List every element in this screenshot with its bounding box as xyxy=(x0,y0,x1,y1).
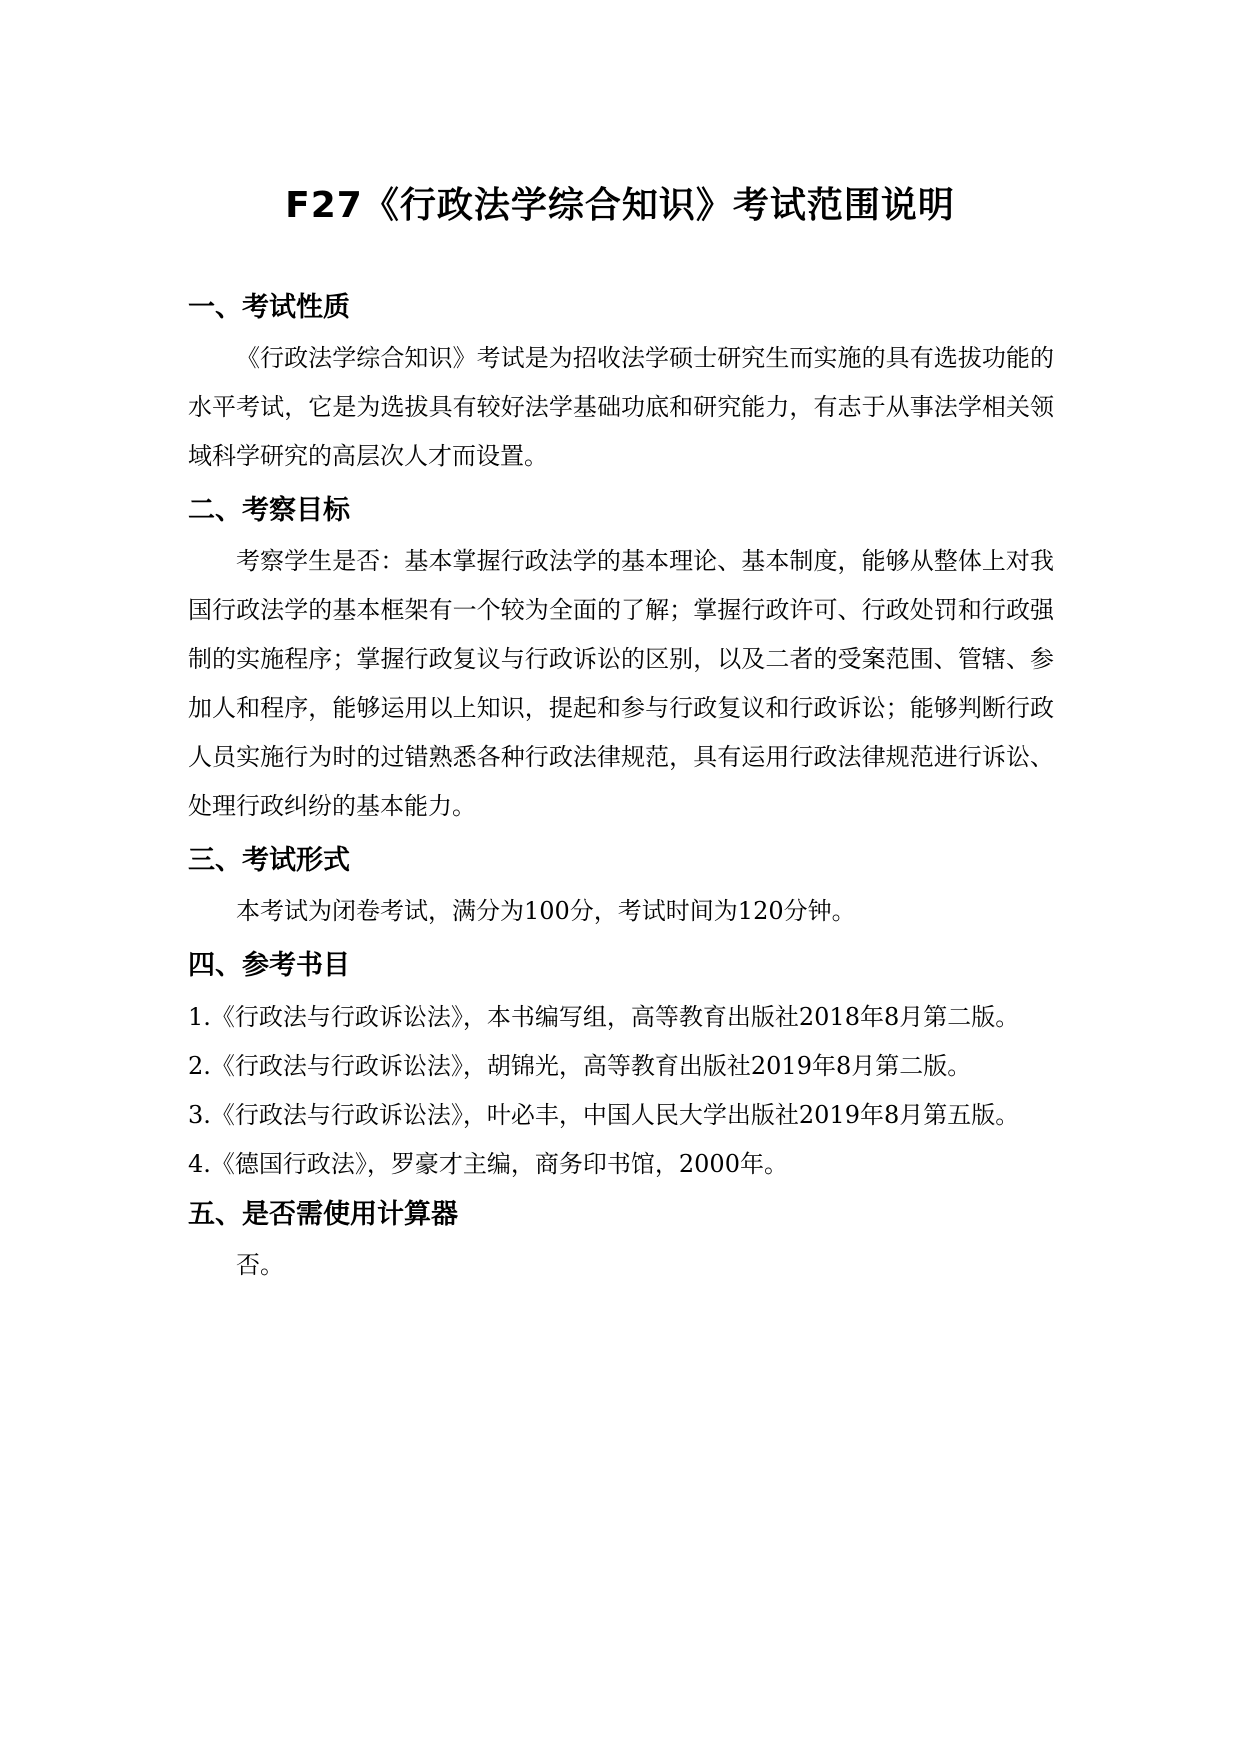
reference-item: 4.《德国行政法》，罗豪才主编，商务印书馆，2000年。 xyxy=(188,1150,788,1178)
section-heading: 四、参考书目 xyxy=(188,950,350,981)
section-heading: 五、是否需使用计算器 xyxy=(188,1199,458,1230)
section-heading: 二、考察目标 xyxy=(188,495,350,526)
section-calculator xyxy=(188,1195,1054,1290)
reference-list xyxy=(188,994,1054,1187)
section-references xyxy=(188,946,1054,1187)
section-heading: 三、考试形式 xyxy=(188,845,350,876)
section-paragraph: 《行政法学综合知识》考试是为招收法学硕士研究生而实施的具有选拔功能的水平考试，它是为选拔具有较好法学基础功底和研究能力，有志于从事法学相关领域科学研究的高层次人才而设置。 xyxy=(188,344,1054,470)
section-paragraph: 考察学生是否：基本掌握行政法学的基本理论、基本制度，能够从整体上对我国行政法学的基本框架有一个较为全面的了解；掌握行政许可、行政处罚和行政强制的实施程序；掌握行政复议与行政诉讼的区别，以及二者的受案范围、管辖、参加人和程序，能够运用以上知识，提起和参与行政复议和行政诉讼；能够判断行政人员实施行为时的过错熟悉各种行政法律规范，具有运用行政法律规范进行诉讼、处理行政纠纷的基本能力。 xyxy=(188,547,1054,820)
section-paragraph: 本考试为闭卷考试，满分为100分，考试时间为120分钟。 xyxy=(236,897,856,925)
section-heading: 一、考试性质 xyxy=(188,292,350,323)
section-paragraph: 否。 xyxy=(236,1251,284,1279)
document-body xyxy=(188,288,1054,1300)
section-exam-nature xyxy=(188,288,1054,481)
section-exam-objectives xyxy=(188,491,1054,831)
document-title: F27《行政法学综合知识》考试范围说明 xyxy=(285,185,955,227)
reference-item: 2.《行政法与行政诉讼法》，胡锦光，高等教育出版社2019年8月第二版。 xyxy=(188,1052,972,1080)
reference-item: 1.《行政法与行政诉讼法》，本书编写组，高等教育出版社2018年8月第二版。 xyxy=(188,1003,1020,1031)
reference-item: 3.《行政法与行政诉讼法》，叶必丰，中国人民大学出版社2019年8月第五版。 xyxy=(188,1101,1020,1129)
section-exam-format xyxy=(188,841,1054,936)
